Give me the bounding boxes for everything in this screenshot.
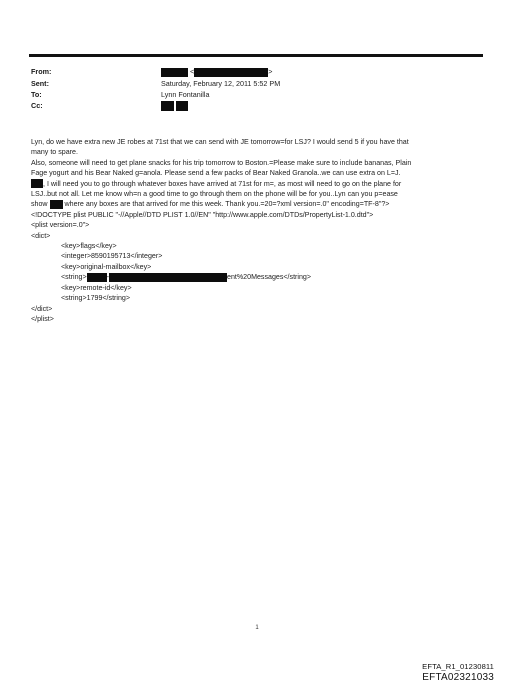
cc-value bbox=[161, 101, 188, 111]
to-value: Lynn Fontanilla bbox=[161, 90, 210, 99]
body-line bbox=[31, 272, 483, 282]
body-line-text: <string> bbox=[61, 273, 87, 282]
sent-value: Saturday, February 12, 2011 5:52 PM bbox=[161, 79, 281, 88]
body-line: <dict> bbox=[31, 231, 51, 240]
redaction-block bbox=[161, 101, 174, 111]
redaction-block bbox=[87, 273, 110, 282]
bates-number-large: EFTA02321033 bbox=[422, 672, 494, 683]
body-line bbox=[31, 199, 483, 209]
body-line: <!DOCTYPE plist PUBLIC "-//Apple//DTD PLIST 1.0//EN" "http://www.apple.com/DTDs/PropertyList-1.0.dtd"> bbox=[31, 210, 374, 219]
redaction-block bbox=[31, 179, 43, 188]
bates-number-small: EFTA_R1_01230811 bbox=[422, 662, 494, 671]
body-line-text: where any boxes are that arrived for me this week. Thank you.=20=?xml version=.0" encoding=TF-8"?> bbox=[64, 200, 390, 209]
from-value bbox=[161, 67, 272, 77]
body-line: <key>original-mailbox</key> bbox=[61, 262, 152, 271]
header-rule bbox=[29, 54, 483, 57]
body-line: Also, someone will need to get plane snacks for his trip tomorrow to Boston.=Please make sure to include bananas, Plain bbox=[31, 158, 412, 167]
email-body bbox=[31, 137, 483, 324]
redaction-block bbox=[50, 200, 63, 209]
body-line-text: show bbox=[31, 200, 48, 209]
sent-label: Sent: bbox=[31, 79, 49, 88]
redaction-block bbox=[161, 68, 188, 77]
from-angle-open: < bbox=[190, 67, 195, 76]
body-line: </dict> bbox=[31, 304, 53, 313]
cc-label: Cc: bbox=[31, 101, 43, 110]
body-line: <string>1799</string> bbox=[61, 294, 131, 303]
body-line: <integer>8590195713</integer> bbox=[61, 252, 163, 261]
from-angle-close: > bbox=[268, 67, 273, 76]
redaction-block bbox=[176, 101, 188, 111]
from-label: From: bbox=[31, 67, 52, 76]
body-line: </plist> bbox=[31, 314, 54, 323]
redaction-block bbox=[194, 68, 268, 77]
body-line: <key>remote-id</key> bbox=[61, 283, 132, 292]
redaction-block bbox=[106, 273, 227, 282]
page-number: 1 bbox=[255, 625, 259, 631]
body-line-text: ent%20Messages</string> bbox=[227, 273, 312, 282]
body-line: <key>flags</key> bbox=[61, 242, 117, 251]
body-line: Fage yogurt and his Bear Naked g=anola. Please send a few packs of Bear Naked Granola..we can use extra on L=J. bbox=[31, 169, 401, 178]
body-line: many to spare. bbox=[31, 148, 78, 157]
body-line-text: - bbox=[106, 273, 110, 282]
body-line: Lyn, do we have extra new JE robes at 71st that we can send with JE tomorrow=for LSJ? I would send 5 if you have that bbox=[31, 138, 409, 146]
body-line bbox=[31, 179, 483, 189]
body-line: <plist version=.0"> bbox=[31, 221, 90, 230]
to-label: To: bbox=[31, 90, 42, 99]
body-line: LSJ..but not all. Let me know wh=n a good time to go through them on the phone will be for you..Lyn can you p=ease bbox=[31, 190, 398, 199]
body-line-text: , I will need you to go through whatever boxes have arrived at 71st for m=, as most will need to go on the plane for bbox=[43, 179, 402, 188]
